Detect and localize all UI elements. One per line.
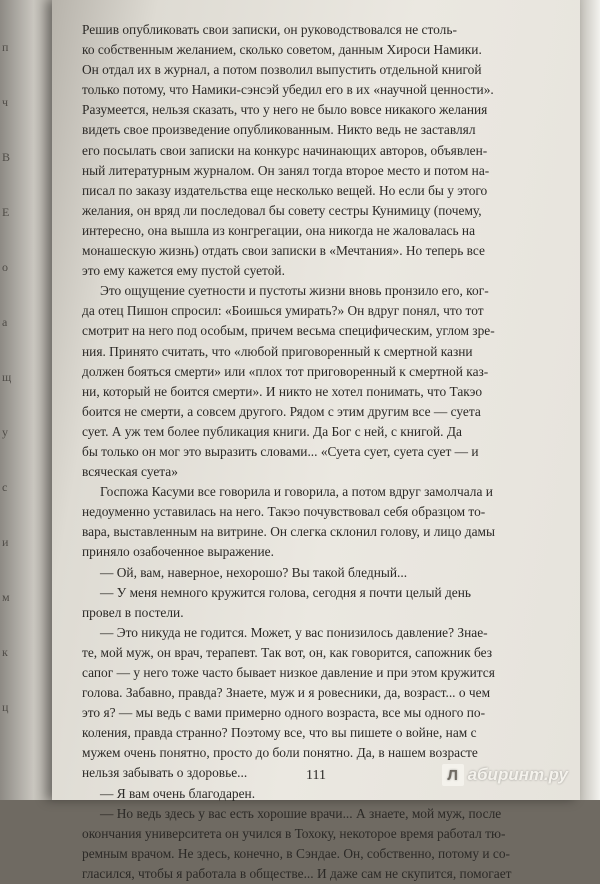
book-page — [52, 0, 580, 881]
watermark — [442, 764, 568, 786]
left-page-fragment: щ — [2, 370, 12, 384]
text-line: Решив опубликовать свои записки, он руководствовался не столь- — [82, 22, 457, 37]
left-page-edge — [0, 0, 56, 800]
text-line: бы только он мог это выразить словами... «Суета сует, суета сует — и — [82, 443, 479, 459]
left-page-fragment: п — [2, 40, 9, 54]
left-page-fragment: и — [2, 535, 9, 549]
text-line: интересно, она вышла из конгрегации, она никогда не жаловалась на — [82, 222, 476, 238]
text-line: — Я вам очень благодарен. — [100, 785, 256, 801]
text-line: всяческая суета» — [82, 464, 178, 480]
text-line: боится не смерти, а совсем другого. Рядом с этим другим все — суета — [82, 403, 481, 419]
text-line: его посылать свои записки на конкурс начинающих авторов, объявлен- — [82, 142, 488, 158]
left-page-fragment: о — [2, 260, 8, 274]
text-line: ни, который не боится смерти». И никто не хотел понимать, что Такэо — [82, 383, 483, 399]
text-line: писал по заказу издательства еще несколько вещей. Но если бы у этого — [82, 182, 488, 198]
text-line: те, мой муж, он врач, терапевт. Так вот, он, как говорится, сапожник без — [82, 644, 492, 660]
watermark-text: абиринт.ру — [467, 765, 568, 784]
text-line: Госпожа Касуми все говорила и говорила, а потом вдруг замолчала и — [100, 484, 493, 500]
text-line: видеть свое произведение опубликованным. Никто ведь не заставлял — [82, 122, 476, 138]
text-line: монашескую жизнь) отдать свои записки в «Мечтания». Но теперь все — [82, 243, 485, 259]
text-line: голова. Забавно, правда? Знаете, муж и я ровесники, да, возраст... о чем — [82, 685, 491, 701]
text-line: недоуменно уставилась на него. Такэо почувствовал себя образцом то- — [82, 504, 486, 520]
left-page-fragment: ч — [2, 95, 9, 109]
left-page-fragment: а — [2, 315, 8, 329]
text-line: коления, правда странно? Поэтому все, что вы пишете о войне, нам с — [82, 725, 477, 741]
text-line: ремным врачом. Не здесь, конечно, в Сэндае. Он, собственно, потому и со- — [82, 845, 510, 861]
text-line: окончания университета он учился в Тохоку, некоторое время работал тю- — [82, 825, 506, 841]
text-line: ко собственным желанием, сколько советом, данным Хироси Намики. — [82, 42, 482, 58]
text-line: гласился, чтобы я работала в обществе... И даже сам не скупится, помогает — [82, 865, 512, 881]
text-line: — Это никуда не годится. Может, у вас понизилось давление? Знае- — [100, 624, 488, 640]
text-line: это ему кажется ему пустой суетой. — [82, 263, 285, 279]
text-line: вара, выставленным на витрине. Он слегка склонил голову, и лицо дамы — [82, 524, 495, 540]
left-page-fragment: у — [2, 425, 8, 439]
text-line: сапог — у него тоже часто бывает низкое давление и при этом кружится — [82, 665, 495, 680]
text-line: смотрит на него под особым, причем весьма специфическим, углом зре- — [82, 323, 495, 339]
left-page-fragment: В — [2, 150, 11, 164]
text-line: провел в постели. — [82, 604, 184, 620]
text-line: да отец Пишон спросил: «Боишься умирать?» Он вдруг понял, что тот — [82, 303, 484, 319]
text-line: Это ощущение суетности и пустоты жизни вновь пронзило его, ког- — [100, 283, 489, 299]
page-text — [82, 20, 554, 884]
left-page-fragment: к — [2, 645, 8, 659]
text-line: — У меня немного кружится голова, сегодня я почти целый день — [100, 584, 472, 600]
text-line: нельзя забывать о здоровье... — [82, 765, 248, 781]
text-line: только потому, что Намики-сэнсэй убедил его в их «научной ценности». — [82, 82, 494, 98]
text-line: ния. Принято считать, что «любой приговоренный к смертной казни — [82, 343, 473, 359]
left-page-fragment: ц — [2, 700, 9, 714]
watermark-logo-icon: Л — [442, 764, 464, 786]
text-line: мужем очень понятно, просто до боли понятно. Да, в нашем возрасте — [82, 745, 478, 761]
text-line: ный литературным журналом. Он занял тогда второе место и потом на- — [82, 162, 490, 178]
text-line: должен бояться смерти» или «плох тот приговоренный к смертной каз- — [82, 363, 489, 379]
text-line: — Но ведь здесь у вас есть хорошие врачи... А знаете, мой муж, после — [100, 805, 502, 821]
page-number: 111 — [306, 768, 326, 783]
text-line: сует. А уж тем более публикация книги. Да Бог с ней, с книгой. Да — [82, 423, 462, 439]
text-line: Разумеется, нельзя сказать, что у него не было вовсе никакого желания — [82, 102, 488, 118]
text-line: приняло озабоченное выражение. — [82, 544, 274, 560]
left-page-fragment: м — [2, 590, 10, 604]
text-line: Он отдал их в журнал, а потом позволил выпустить отдельной книгой — [82, 62, 482, 78]
left-page-fragment: Е — [2, 205, 10, 219]
left-page-fragment: с — [2, 480, 8, 494]
text-line: — Ой, вам, наверное, нехорошо? Вы такой бледный... — [100, 564, 408, 580]
text-line: желания, он вряд ли последовал бы совету сестры Кунимицу (почему, — [82, 202, 482, 218]
text-line: это я? — мы ведь с вами примерно одного возраста, все мы одного по- — [82, 705, 486, 721]
